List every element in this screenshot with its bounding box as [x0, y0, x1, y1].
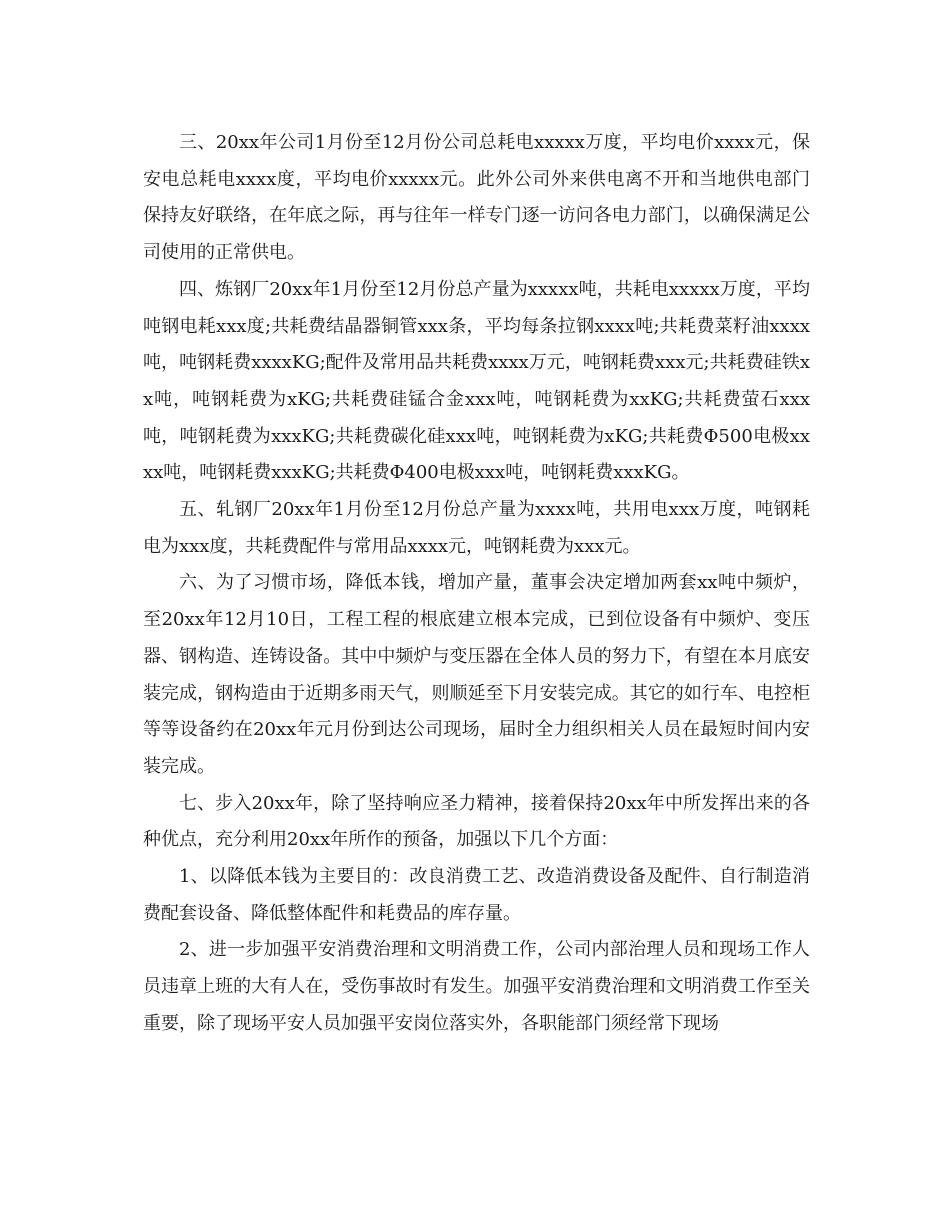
- paragraph-rolling-mill: 五、轧钢厂20xx年1月份至12月份总产量为xxxx吨，共用电xxx万度，吨钢耗电为xxx度，共耗费配件与常用品xxxx元，吨钢耗费为xxx元。: [143, 499, 810, 557]
- paragraph-steelmaking: 四、炼钢厂20xx年1月份至12月份总产量为xxxxx吨，共耗电xxxxx万度，平均吨钢电耗xxx度;共耗费结晶器铜管xxx条，平均每条拉钢xxxx吨;共耗费菜籽油xxxx吨，吨钢耗费xxxxKG;配件及常用品共耗费xxxx万元，吨钢耗费xxx元;共耗费硅铁xx吨，吨钢耗费为xKG;共耗费硅锰合金xxx吨，吨钢耗费为xxKG;共耗费萤石xxx吨，吨钢耗费为xxxKG;共耗费碳化硅xxx吨，吨钢耗费为xKG;共耗费Φ500电极xxxx吨，吨钢耗费xxxKG;共耗费Φ400电极xxx吨，吨钢耗费xxxKG。: [143, 278, 810, 484]
- paragraph-item-1: 1、以降低本钱为主要目的：改良消费工艺、改造消费设备及配件、自行制造消费配套设备、降低整体配件和耗费品的库存量。: [143, 866, 810, 924]
- paragraph-electricity: 三、20xx年公司1月份至12月份公司总耗电xxxxx万度，平均电价xxxx元，保安电总耗电xxxx度，平均电价xxxxx元。此外公司外来供电离不开和当地供电部门保持友好联络，在年底之际，再与往年一样专门逐一访问各电力部门，以确保满足公司使用的正常供电。: [143, 132, 810, 264]
- paragraph-furnace-project: 六、为了习惯市场，降低本钱，增加产量，董事会决定增加两套xx吨中频炉，至20xx年12月10日，工程工程的根底建立根本完成，已到位设备有中频炉、变压器、钢构造、连铸设备。其中中频炉与变压器在全体人员的努力下，有望在本月底安装完成，钢构造由于近期多雨天气，则顺延至下月安装完成。其它的如行车、电控柜等等设备约在20xx年元月份到达公司现场，届时全力组织相关人员在最短时间内安装完成。: [143, 572, 810, 777]
- paragraph-next-year: 七、步入20xx年，除了坚持响应圣力精神，接着保持20xx年中所发挥出来的各种优点，充分利用20xx年所作的预备，加强以下几个方面：: [143, 792, 810, 851]
- paragraph-item-2: 2、进一步加强平安消费治理和文明消费工作，公司内部治理人员和现场工作人员违章上班的大有人在，受伤事故时有发生。加强平安消费治理和文明消费工作至关重要，除了现场平安人员加强平安岗位落实外，各职能部门须经常下现场: [143, 939, 810, 1034]
